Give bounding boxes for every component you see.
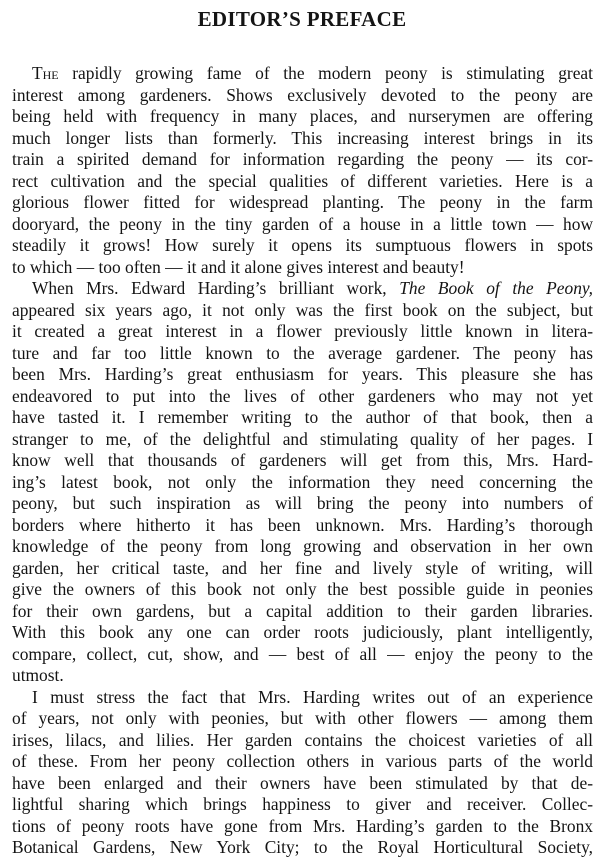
text-line [0, 772, 604, 794]
text-line-content: give the owners of this book not only the best possible guide in peonies [12, 579, 593, 599]
text-line [0, 707, 604, 729]
text-line-content: irises, lilacs, and lilies. Her garden contains the choicest varieties of all [12, 729, 593, 750]
text-line-content: borders where hitherto it has been unknown. Mrs. Harding’s thorough [12, 514, 593, 535]
text-line [0, 62, 604, 84]
book-title-italic: The Book of the Peony, [399, 278, 594, 298]
text-line-content: interest among gardeners. Shows exclusively devoted to the peony are [12, 84, 593, 105]
text-line-content: ture and far too little known to the average gardener. The peony has [12, 342, 593, 363]
text-line-content: steadily it grows! How surely it opens its sumptuous flowers in spots [12, 235, 593, 255]
text-line [0, 320, 604, 342]
text-line-content: Botanical Gardens, New York City; to the Royal Horticultural Society, [12, 837, 593, 857]
text-line-content: of these. From her peony collection others in various parts of the world [12, 751, 593, 771]
text-line [0, 277, 604, 299]
text-line-content: of years, not only with peonies, but with other flowers — among them [12, 708, 593, 728]
text-line [0, 84, 604, 106]
text-line [0, 535, 604, 557]
text-line-content: glorious flower fitted for widespread planting. The peony in the farm [12, 192, 593, 212]
text-line [0, 686, 604, 708]
text-line-content [32, 277, 593, 299]
text-line-content: know well that thousands of gardeners will get from this, Mrs. Hard- [12, 450, 593, 470]
opening-word: The [32, 63, 59, 83]
text-line [0, 514, 604, 536]
text-line [0, 815, 604, 837]
text-line-content: train a spirited demand for information regarding the peony — its cor- [12, 149, 593, 169]
text-line-content: to which — too often — it and it alone gives interest and beauty! [12, 256, 465, 277]
text-line [0, 428, 604, 450]
text-line-content: rect cultivation and the special qualities of different varieties. Here is a [12, 170, 593, 191]
text-line [0, 213, 604, 235]
text-line [0, 234, 604, 256]
text-line-content: lightful sharing which brings happiness to giver and receiver. Collec- [12, 794, 593, 814]
text-line-content: been Mrs. Harding’s great enthusiasm for years. This pleasure she has [12, 364, 593, 384]
text-line [0, 105, 604, 127]
text-line-content: being held with frequency in many places, and nurserymen are offering [12, 106, 593, 126]
text-line-content: utmost. [12, 665, 64, 685]
text-line-content: it created a great interest in a flower previously little known in litera- [12, 321, 593, 341]
text-line-content: for their own gardens, but a capital addition to their garden libraries. [12, 600, 593, 621]
page-title: EDITOR’S PREFACE [197, 7, 407, 31]
text-line [0, 449, 604, 471]
text-line-content: knowledge of the peony from long growing and observation in her own [12, 536, 593, 556]
text-line [0, 471, 604, 493]
text-line [0, 600, 604, 622]
text-line [0, 170, 604, 192]
text-line-content: garden, her critical taste, and her fine and lively style of writing, will [12, 557, 593, 578]
text-line-content: have been enlarged and their owners have been stimulated by that de- [12, 772, 593, 793]
text-line-content: tions of peony roots have gone from Mrs. Harding’s garden to the Bronx [12, 815, 593, 836]
text-line [0, 191, 604, 213]
line-text: When Mrs. Edward Harding’s brilliant work, [32, 278, 400, 298]
text-line-content: appeared six years ago, it not only was the first book on the subject, but [12, 299, 593, 320]
text-line [0, 385, 604, 407]
text-line [0, 299, 604, 321]
text-line-content: ing’s latest book, not only the information they need concerning the [12, 471, 593, 492]
text-line-content: With this book any one can order roots judiciously, plant intelligently, [12, 622, 593, 642]
text-line [0, 342, 604, 364]
text-line-content [32, 62, 593, 84]
text-line [0, 643, 604, 665]
text-line [0, 750, 604, 772]
text-line [0, 363, 604, 385]
line-text: rapidly growing fame of the modern peony is stimulating great [58, 63, 593, 83]
text-line-content: much longer lists than formerly. This increasing interest brings in its [12, 127, 593, 148]
text-line-content: peony, but such inspiration as will bring the peony into numbers of [12, 493, 593, 513]
text-line-content: compare, collect, cut, show, and — best of all — enjoy the peony to the [12, 643, 593, 664]
text-line-content: endeavored to put into the lives of other gardeners who may not yet [12, 385, 593, 406]
text-line [0, 578, 604, 600]
text-line [0, 256, 604, 278]
text-line [0, 729, 604, 751]
text-line [0, 127, 604, 149]
text-line [0, 406, 604, 428]
text-line [0, 492, 604, 514]
text-line-content: I must stress the fact that Mrs. Harding writes out of an experience [32, 686, 593, 707]
text-line [0, 557, 604, 579]
text-line-content: have tasted it. I remember writing to the author of that book, then a [12, 407, 593, 427]
text-line [0, 836, 604, 858]
text-line [0, 621, 604, 643]
text-line [0, 793, 604, 815]
text-line [0, 664, 604, 686]
text-line-content: stranger to me, of the delightful and stimulating quality of her pages. I [12, 428, 593, 449]
text-line-content: dooryard, the peony in the tiny garden of a house in a little town — how [12, 213, 593, 234]
text-line [0, 148, 604, 170]
